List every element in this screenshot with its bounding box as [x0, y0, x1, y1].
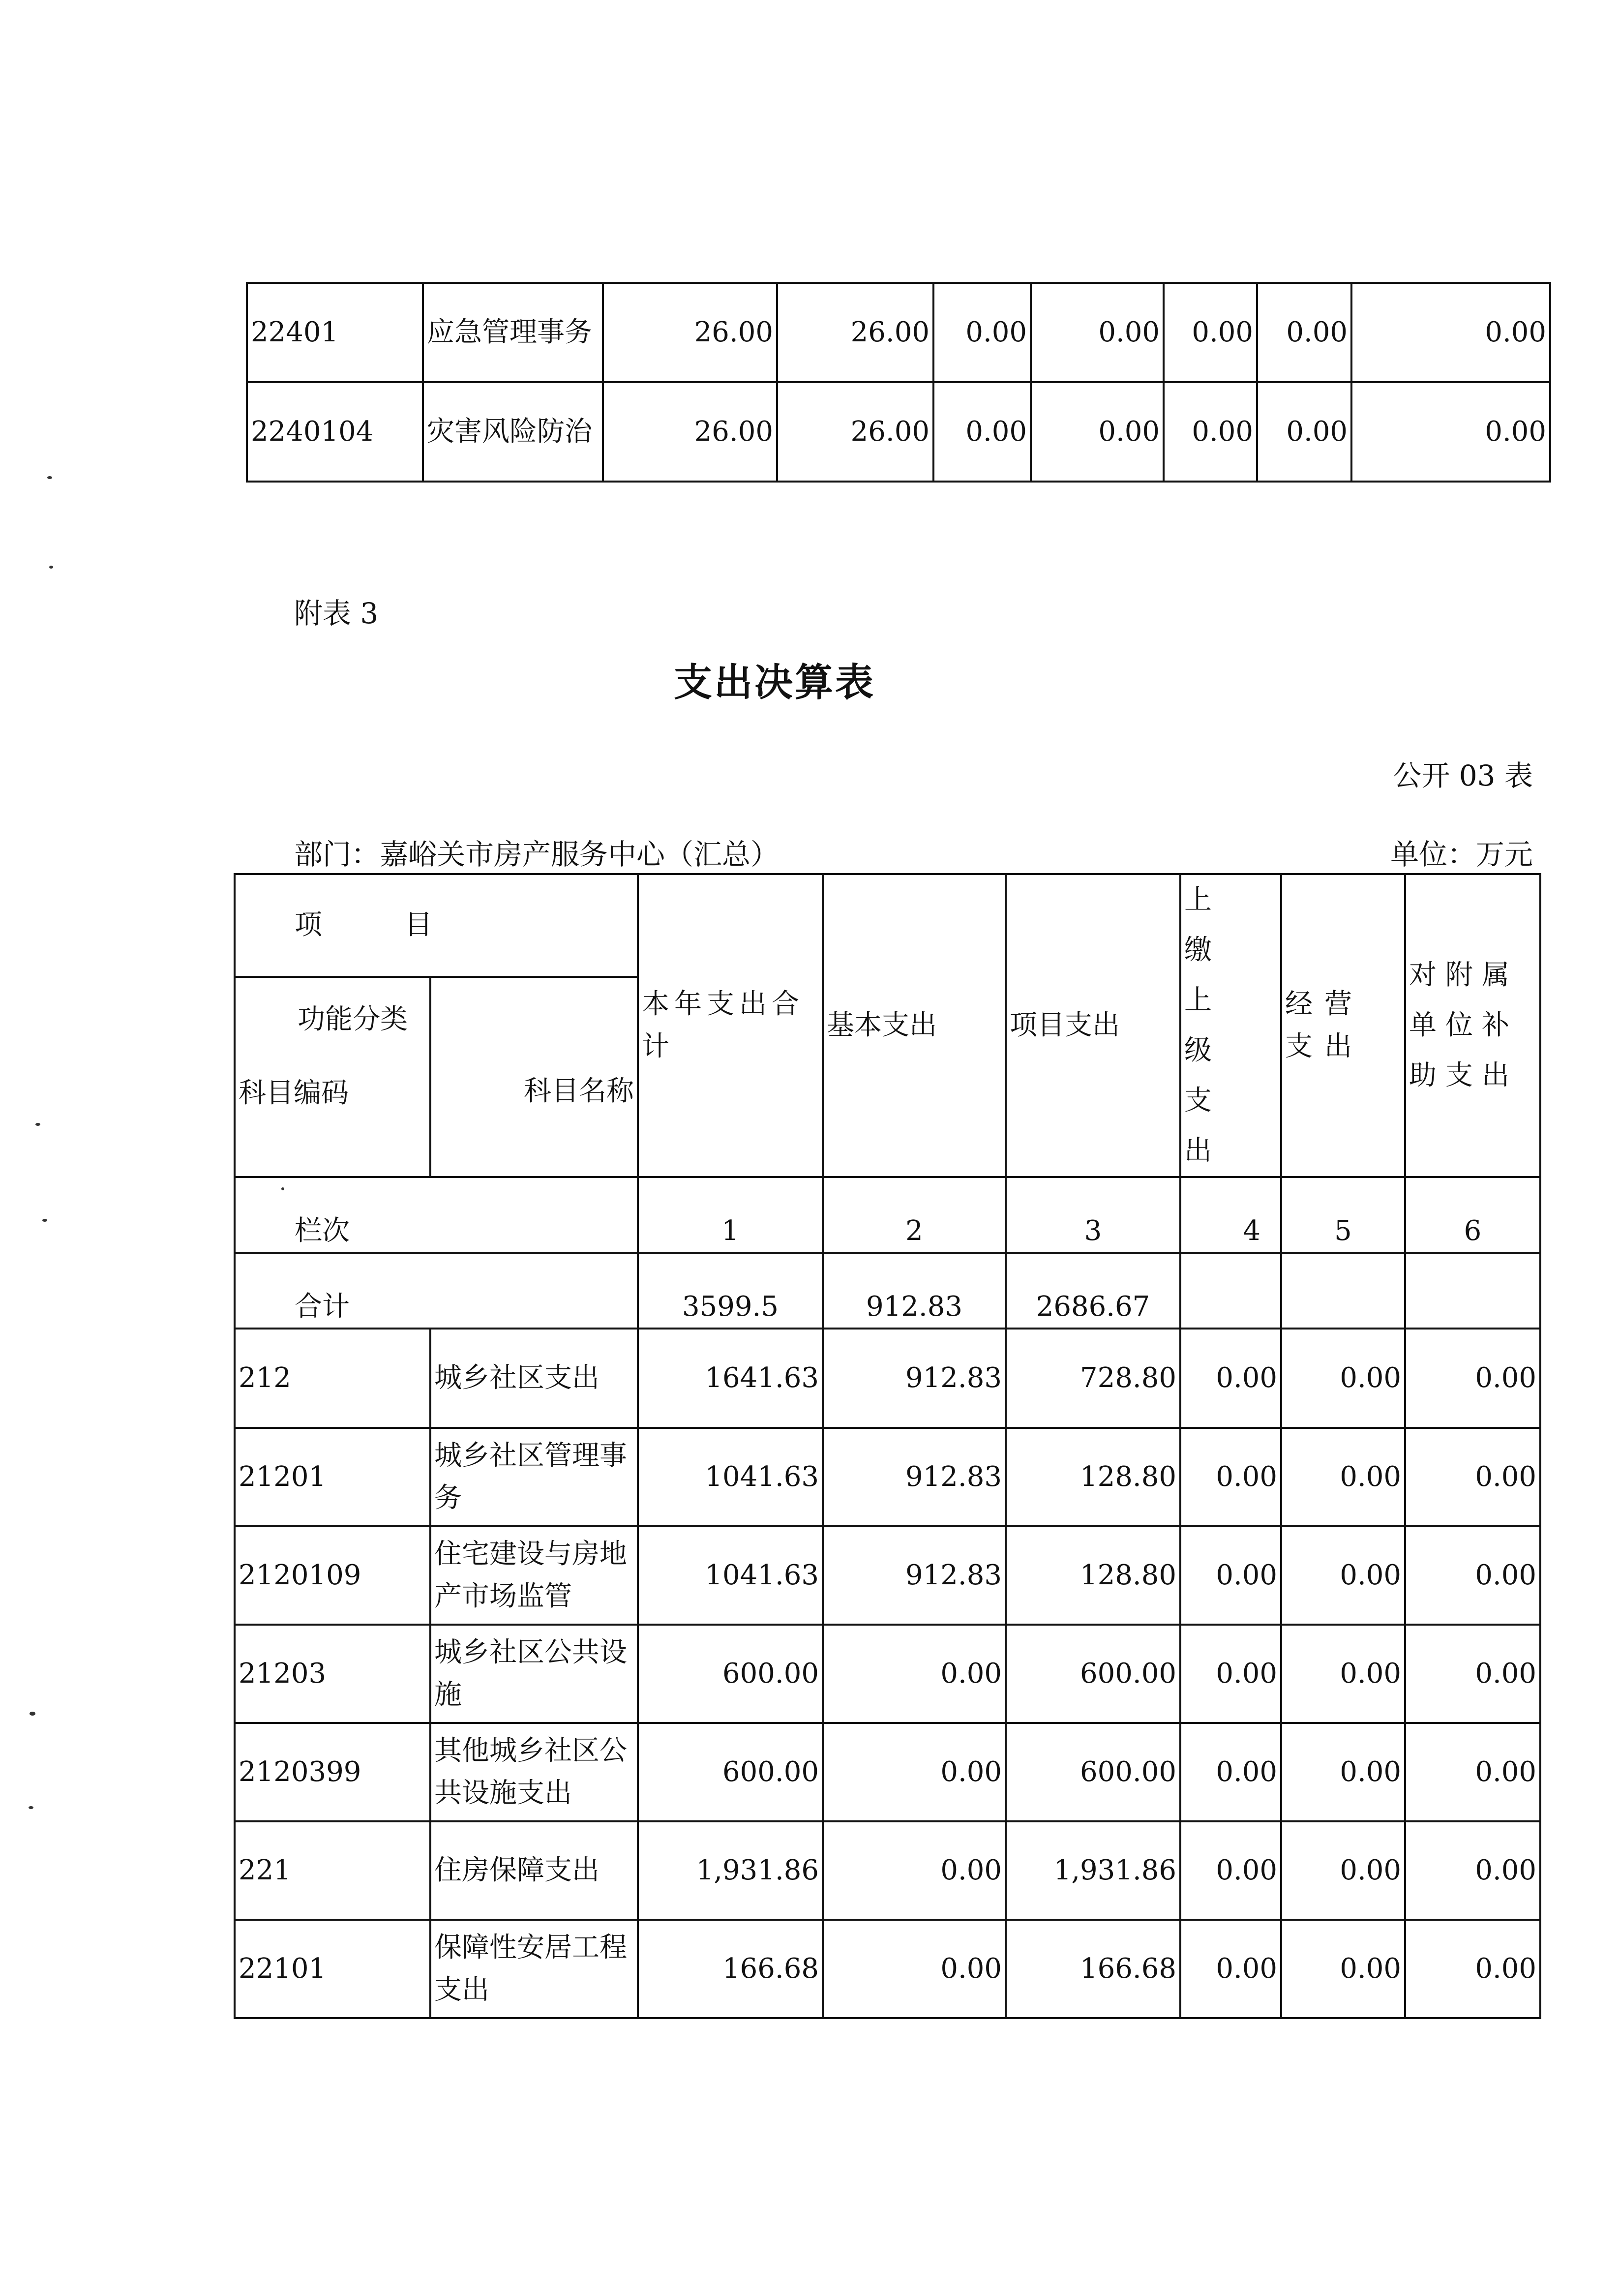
business-value: 0.00: [1281, 1920, 1405, 2018]
value-cell: 0.00: [1031, 283, 1164, 382]
header-func-class: [235, 977, 430, 1177]
project-value: 128.80: [1006, 1526, 1180, 1625]
business-value: 0.00: [1281, 1821, 1405, 1920]
project-value: 2686.67: [1006, 1253, 1180, 1329]
subsidy-value: 0.00: [1405, 1723, 1540, 1821]
basic-value: 0.00: [823, 1723, 1006, 1821]
basic-value: 912.83: [823, 1428, 1006, 1526]
project-value: 600.00: [1006, 1625, 1180, 1723]
header-total: 本年支出合计: [638, 874, 823, 1177]
empty-cell: [1180, 1253, 1281, 1329]
header-upper: 上缴上级支出: [1180, 874, 1281, 1177]
subject-code: 2120109: [235, 1526, 430, 1625]
basic-value: 0.00: [823, 1625, 1006, 1723]
subject-name: 城乡社区公共设施: [430, 1625, 638, 1723]
value-cell: 0.00: [1257, 382, 1351, 482]
value-cell: 26.00: [777, 382, 933, 482]
subsidy-value: 0.00: [1405, 1329, 1540, 1428]
subject-code: 22101: [235, 1920, 430, 2018]
basic-value: 912.83: [823, 1329, 1006, 1428]
column-index-label: 栏次: [235, 1177, 638, 1253]
subject-name: 应急管理事务: [423, 283, 603, 382]
page-title: 支出决算表: [674, 661, 876, 705]
table-row: [235, 1428, 1540, 1526]
subject-name: 住房保障支出: [430, 1821, 638, 1920]
column-index: 1: [638, 1177, 823, 1253]
project-value: 728.80: [1006, 1329, 1180, 1428]
subject-code: 221: [235, 1821, 430, 1920]
value-cell: 0.00: [933, 382, 1031, 482]
value-cell: 0.00: [1164, 283, 1257, 382]
subject-name: 灾害风险防治: [423, 382, 603, 482]
subject-name: 城乡社区管理事务: [430, 1428, 638, 1526]
total-value: 166.68: [638, 1920, 823, 2018]
scan-speck: [42, 1219, 47, 1222]
business-value: 0.00: [1281, 1625, 1405, 1723]
value-cell: 0.00: [1257, 283, 1351, 382]
upper-value: 0.00: [1180, 1723, 1281, 1821]
column-index: 4: [1180, 1177, 1281, 1253]
header-item: 项 目: [235, 874, 638, 977]
subsidy-value: 0.00: [1405, 1526, 1540, 1625]
column-index: 3: [1006, 1177, 1180, 1253]
upper-value: 0.00: [1180, 1526, 1281, 1625]
table-row: [235, 1526, 1540, 1625]
business-value: 0.00: [1281, 1428, 1405, 1526]
subject-name: 住宅建设与房地产市场监管: [430, 1526, 638, 1625]
expenditure-table: [234, 873, 1541, 2019]
empty-cell: [1281, 1253, 1405, 1329]
scan-speck: [30, 1712, 35, 1716]
total-value: 1,931.86: [638, 1821, 823, 1920]
scan-speck: [29, 1806, 33, 1809]
subsidy-value: 0.00: [1405, 1821, 1540, 1920]
total-value: 1041.63: [638, 1526, 823, 1625]
upper-value: 0.00: [1180, 1821, 1281, 1920]
table-row: [235, 1723, 1540, 1821]
subject-code: 2240104: [247, 382, 423, 482]
header-project: 项目支出: [1006, 874, 1180, 1177]
unit-label: 单位：万元: [1390, 838, 1533, 871]
scan-speck: [35, 1123, 40, 1126]
appendix-label: 附表 3: [294, 597, 379, 630]
upper-value: 0.00: [1180, 1329, 1281, 1428]
table-row: [235, 1329, 1540, 1428]
table-row: [235, 1625, 1540, 1723]
value-cell: 0.00: [1164, 382, 1257, 482]
department-label: 部门：嘉峪关市房产服务中心（汇总）: [294, 838, 780, 871]
header-subject-name: 科目名称: [430, 977, 638, 1177]
upper-value: 0.00: [1180, 1625, 1281, 1723]
subject-name: 城乡社区支出: [430, 1329, 638, 1428]
basic-value: 912.83: [823, 1253, 1006, 1329]
subsidy-value: 0.00: [1405, 1625, 1540, 1723]
total-value: 3599.5: [638, 1253, 823, 1329]
subject-name: 保障性安居工程支出: [430, 1920, 638, 2018]
subsidy-value: 0.00: [1405, 1920, 1540, 2018]
subject-code: 2120399: [235, 1723, 430, 1821]
header-business: 经营支出: [1281, 874, 1405, 1177]
total-row: [235, 1253, 1540, 1329]
top-table: [246, 282, 1551, 483]
table-row: [247, 382, 1550, 482]
value-cell: 0.00: [1351, 382, 1550, 482]
column-index: 5: [1281, 1177, 1405, 1253]
total-value: 1041.63: [638, 1428, 823, 1526]
func-class-label: 功能分类: [298, 1003, 408, 1035]
table-row: [247, 283, 1550, 382]
project-value: 128.80: [1006, 1428, 1180, 1526]
basic-value: 0.00: [823, 1920, 1006, 2018]
upper-value: 0.00: [1180, 1920, 1281, 2018]
subject-code: 212: [235, 1329, 430, 1428]
project-value: 1,931.86: [1006, 1821, 1180, 1920]
column-index: 2: [823, 1177, 1006, 1253]
header-basic: 基本支出: [823, 874, 1006, 1177]
column-index: 6: [1405, 1177, 1540, 1253]
project-value: 166.68: [1006, 1920, 1180, 2018]
business-value: 0.00: [1281, 1526, 1405, 1625]
value-cell: 0.00: [933, 283, 1031, 382]
value-cell: 26.00: [603, 382, 777, 482]
project-value: 600.00: [1006, 1723, 1180, 1821]
business-value: 0.00: [1281, 1329, 1405, 1428]
total-value: 600.00: [638, 1625, 823, 1723]
header-subsidy: 对附属单位补助支出: [1405, 874, 1540, 1177]
value-cell: 26.00: [777, 283, 933, 382]
value-cell: 0.00: [1351, 283, 1550, 382]
scan-speck: [281, 1187, 284, 1190]
basic-value: 912.83: [823, 1526, 1006, 1625]
subsidy-value: 0.00: [1405, 1428, 1540, 1526]
subject-code: 21203: [235, 1625, 430, 1723]
value-cell: 0.00: [1031, 382, 1164, 482]
column-index-row: [235, 1177, 1540, 1253]
total-value: 600.00: [638, 1723, 823, 1821]
scan-speck: [49, 566, 53, 569]
basic-value: 0.00: [823, 1821, 1006, 1920]
total-label: 合计: [235, 1253, 638, 1329]
subject-code: 21201: [235, 1428, 430, 1526]
value-cell: 26.00: [603, 283, 777, 382]
scan-speck: [47, 476, 52, 479]
subject-name: 其他城乡社区公共设施支出: [430, 1723, 638, 1821]
table-row: [235, 1821, 1540, 1920]
subject-code-label: 科目编码: [239, 1077, 349, 1109]
form-code: 公开 03 表: [1393, 759, 1533, 792]
total-value: 1641.63: [638, 1329, 823, 1428]
table-row: [235, 1920, 1540, 2018]
upper-value: 0.00: [1180, 1428, 1281, 1526]
subject-code: 22401: [247, 283, 423, 382]
business-value: 0.00: [1281, 1723, 1405, 1821]
empty-cell: [1405, 1253, 1540, 1329]
